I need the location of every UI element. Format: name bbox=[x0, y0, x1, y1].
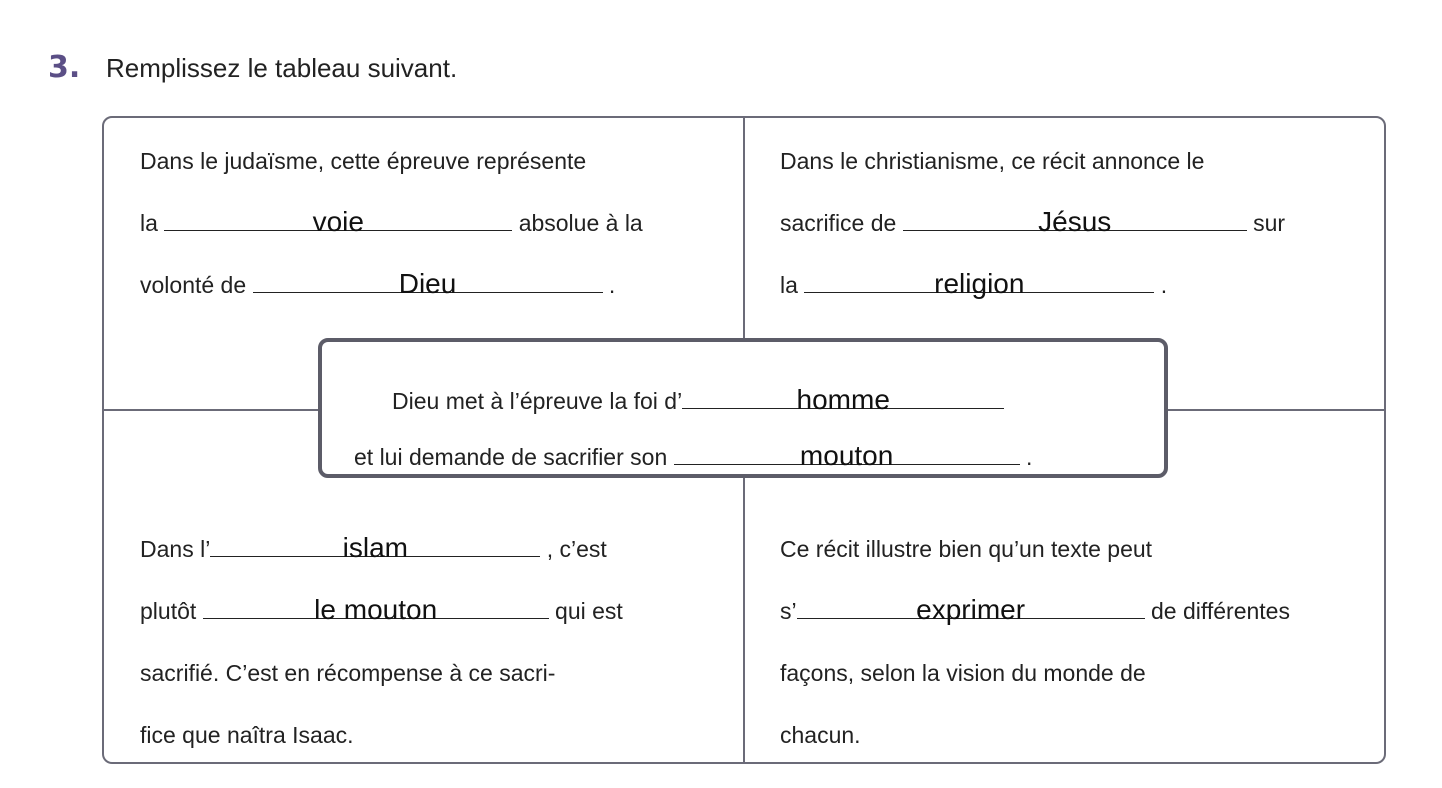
cell-text: absolue à la bbox=[518, 210, 643, 236]
cell-text: fice que naîtra Isaac. bbox=[140, 722, 354, 748]
cell-text: sur bbox=[1253, 210, 1286, 236]
cell-text: volonté de bbox=[140, 272, 247, 298]
center-line-1 bbox=[392, 378, 1004, 416]
answer-text: islam bbox=[342, 532, 408, 563]
answer-blank-homme[interactable] bbox=[682, 378, 1004, 415]
cell-text: de différentes bbox=[1151, 598, 1290, 624]
answer-text: mouton bbox=[799, 440, 894, 471]
answer-text: Jésus bbox=[1038, 206, 1112, 237]
cell-judaism bbox=[140, 130, 643, 316]
cell-text: la bbox=[140, 210, 158, 236]
cell-text: chacun. bbox=[780, 722, 861, 748]
answer-blank-jesus[interactable] bbox=[903, 200, 1247, 237]
cell-text: plutôt bbox=[140, 598, 197, 624]
answer-blank-religion[interactable] bbox=[804, 262, 1154, 299]
question-header bbox=[48, 50, 457, 85]
center-text: . bbox=[1026, 444, 1033, 470]
cell-text: sacrifié. C’est en récompense à ce sacri- bbox=[140, 660, 556, 686]
cell-text: , c’est bbox=[546, 536, 607, 562]
cell-text: Ce récit illustre bien qu’un texte peut bbox=[780, 536, 1153, 562]
question-number: 3. bbox=[48, 50, 81, 85]
cell-islam bbox=[140, 518, 623, 766]
answer-blank-islam[interactable] bbox=[210, 526, 540, 563]
cell-text: façons, selon la vision du monde de bbox=[780, 660, 1146, 686]
answer-text: religion bbox=[934, 268, 1025, 299]
cell-text: sacrifice de bbox=[780, 210, 897, 236]
cell-conclusion bbox=[780, 518, 1290, 766]
center-text: Dieu met à l’épreuve la foi d’ bbox=[392, 388, 683, 414]
question-instruction: Remplissez le tableau suivant. bbox=[106, 53, 458, 83]
answer-text: exprimer bbox=[916, 594, 1026, 625]
cell-text: qui est bbox=[555, 598, 623, 624]
answer-blank-dieu[interactable] bbox=[253, 262, 603, 299]
cell-text: Dans le judaïsme, cette épreuve représente bbox=[140, 148, 587, 174]
cell-text: Dans l’ bbox=[140, 536, 211, 562]
answer-text: Dieu bbox=[398, 268, 457, 299]
answer-text: homme bbox=[796, 384, 890, 415]
center-line-2 bbox=[354, 434, 1032, 472]
answer-blank-exprimer[interactable] bbox=[797, 588, 1145, 625]
center-statement-box bbox=[318, 338, 1168, 478]
center-text: et lui demande de sacrifier son bbox=[354, 444, 668, 470]
cell-text: Dans le christianisme, ce récit annonce le bbox=[780, 148, 1205, 174]
answer-text: voie bbox=[312, 206, 364, 237]
cell-christianity bbox=[780, 130, 1285, 316]
answer-blank-mouton[interactable] bbox=[674, 434, 1020, 471]
cell-text: s’ bbox=[780, 598, 797, 624]
cell-text: . bbox=[1160, 272, 1168, 298]
cell-text: . bbox=[608, 272, 616, 298]
answer-text: le mouton bbox=[314, 594, 438, 625]
answer-blank-voie[interactable] bbox=[164, 200, 512, 237]
cell-text: la bbox=[780, 272, 798, 298]
answer-blank-le-mouton[interactable] bbox=[203, 588, 549, 625]
